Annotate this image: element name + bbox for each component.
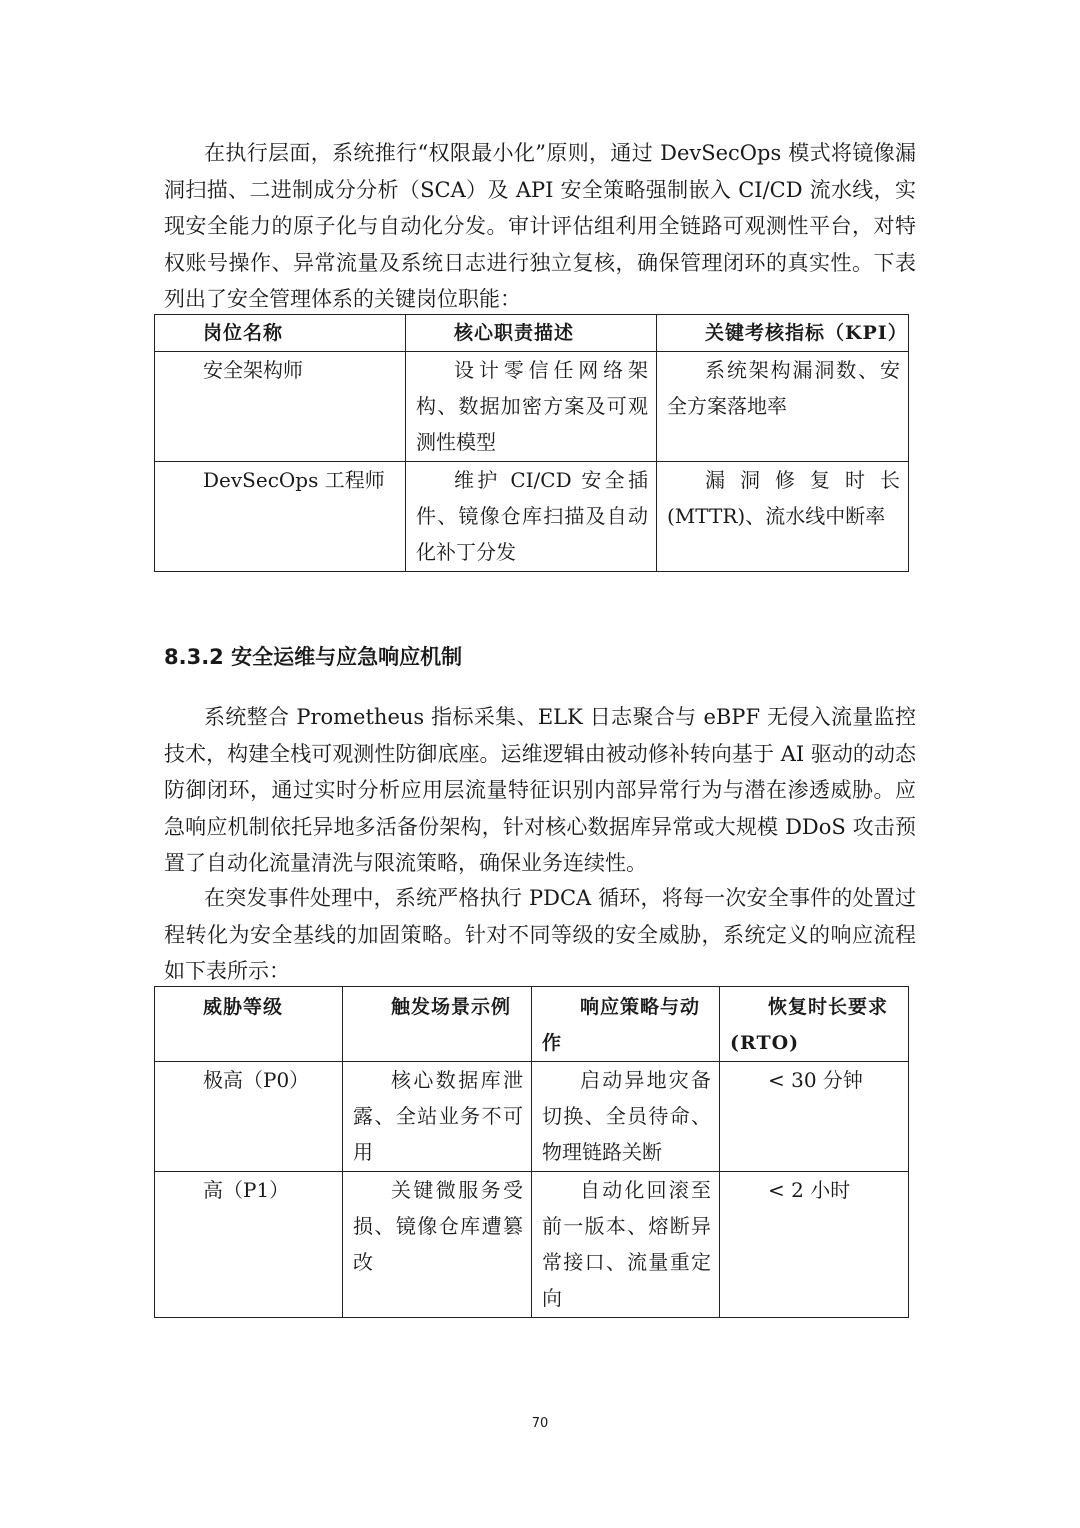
table-cell: 启动异地灾备切换、全员待命、物理链路关断 xyxy=(532,1062,720,1172)
page-number: 70 xyxy=(531,1416,549,1431)
intro-paragraph: 在执行层面，系统推行“权限最小化”原则，通过 DevSecOps 模式将镜像漏洞扫描、二进制成分分析（SCA）及 API 安全策略强制嵌入 CI/CD 流水线，实现安全能力的原子化与自动化分发。审计评估组利用全链路可观测性平台，对特权账号操作、异常流量及系统日志进行独立复核，确保管理闭环的真实性。下表列出了安全管理体系的关键岗位职能： xyxy=(164,141,916,311)
table-cell: 关键微服务受损、镜像仓库遭篡改 xyxy=(343,1172,532,1318)
header-response-strategy: 响应策略与动作 xyxy=(532,987,720,1062)
ops-paragraph: 系统整合 Prometheus 指标采集、ELK 日志聚合与 eBPF 无侵入流量监控技术，构建全栈可观测性防御底座。运维逻辑由被动修补转向基于 AI 驱动的动态防御闭环，通过实时分析应用层流量特征识别内部异常行为与潜在渗透威胁。应急响应机制依托异地多活备份架构，针对核心数据库异常或大规模 DDoS 攻击预置了自动化流量清洗与限流策略，确保业务连续性。 xyxy=(164,705,916,875)
table-row xyxy=(155,1172,909,1318)
table-header-row xyxy=(155,315,909,352)
incident-paragraph: 在突发事件处理中，系统严格执行 PDCA 循环，将每一次安全事件的处置过程转化为安全基线的加固策略。针对不同等级的安全威胁，系统定义的响应流程如下表所示： xyxy=(164,886,916,983)
table-cell: < 30 分钟 xyxy=(720,1062,909,1172)
table-cell: 维护 CI/CD 安全插件、镜像仓库扫描及自动化补丁分发 xyxy=(406,462,657,572)
section-heading: 8.3.2 安全运维与应急响应机制 xyxy=(164,645,463,669)
header-duties: 核心职责描述 xyxy=(406,315,657,352)
table-row xyxy=(155,1062,909,1172)
table-cell: DevSecOps 工程师 xyxy=(155,462,406,572)
table-cell: 安全架构师 xyxy=(155,352,406,462)
table-cell: 核心数据库泄露、全站业务不可用 xyxy=(343,1062,532,1172)
header-position: 岗位名称 xyxy=(155,315,406,352)
table-cell: 漏洞修复时长(MTTR)、流水线中断率 xyxy=(657,462,909,572)
threat-response-table xyxy=(154,986,909,1318)
table-cell: 系统架构漏洞数、安全方案落地率 xyxy=(657,352,909,462)
header-rto: 恢复时长要求(RTO) xyxy=(720,987,909,1062)
table-header-row xyxy=(155,987,909,1062)
table-cell: 极高（P0） xyxy=(155,1062,343,1172)
table-cell: 高（P1） xyxy=(155,1172,343,1318)
header-threat-level: 威胁等级 xyxy=(155,987,343,1062)
table-row xyxy=(155,352,909,462)
table-row xyxy=(155,462,909,572)
table-cell: 设计零信任网络架构、数据加密方案及可观测性模型 xyxy=(406,352,657,462)
table-cell: 自动化回滚至前一版本、熔断异常接口、流量重定向 xyxy=(532,1172,720,1318)
header-kpi: 关键考核指标（KPI） xyxy=(657,315,909,352)
table-cell: < 2 小时 xyxy=(720,1172,909,1318)
header-trigger-scenario: 触发场景示例 xyxy=(343,987,532,1062)
key-positions-table xyxy=(154,314,909,572)
